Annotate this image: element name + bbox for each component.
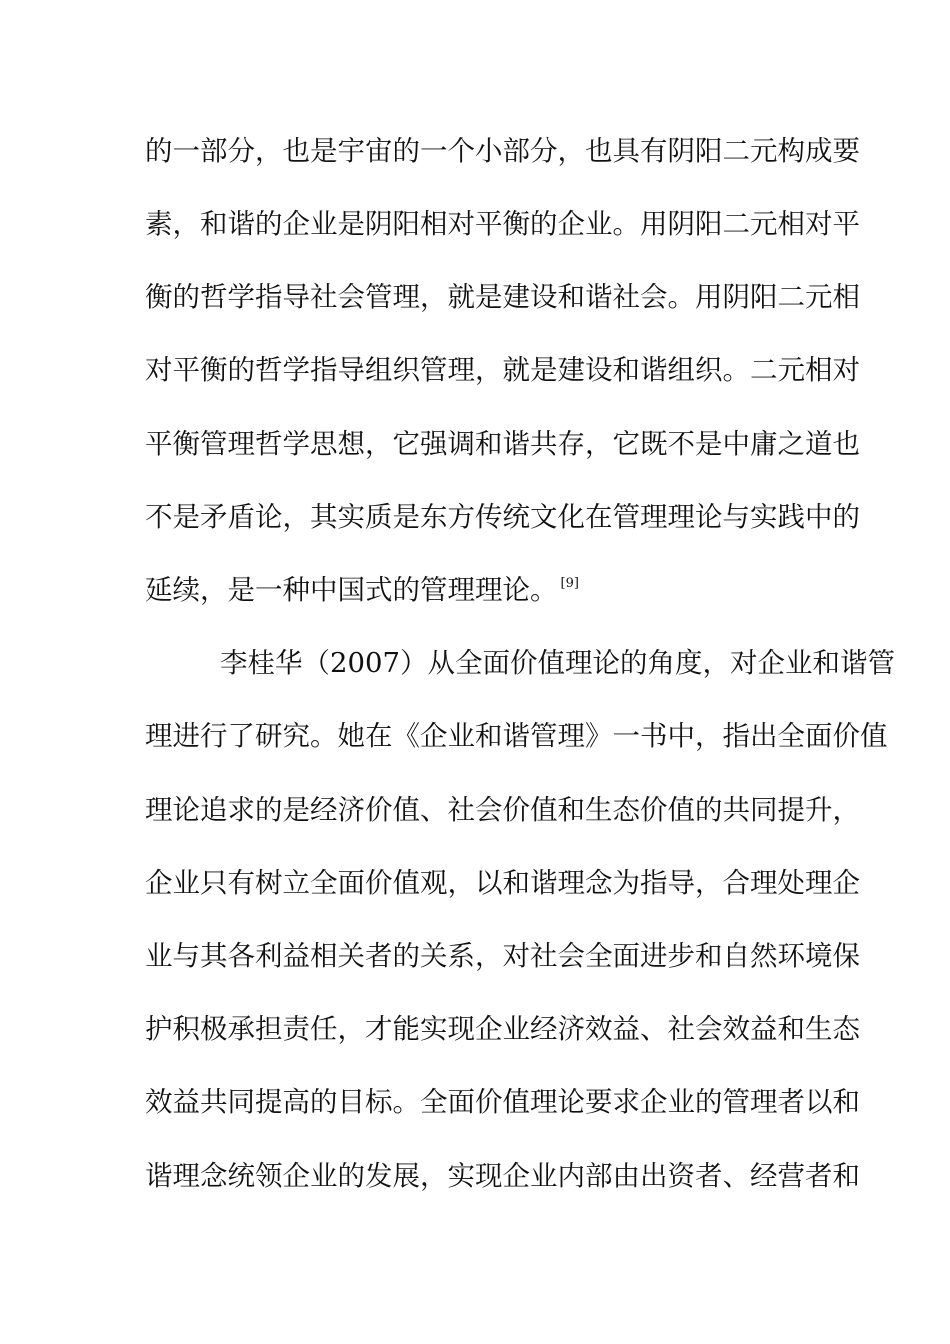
paragraph-1-line-2: 素，和谐的企业是阴阳相对平衡的企业。用阴阳二元相对平: [145, 208, 860, 240]
paragraph-1-line-7-text: 延续，是一种中国式的管理理论。: [145, 574, 558, 606]
paragraph-1-line-6: 不是矛盾论，其实质是东方传统文化在管理理论与实践中的: [145, 501, 860, 533]
paragraph-2-line-5: 业与其各利益相关者的关系，对社会全面进步和自然环境保: [145, 940, 860, 972]
paragraph-2-line-6: 护积极承担责任，才能实现企业经济效益、社会效益和生态: [145, 1013, 860, 1045]
paragraph-1-line-5: 平衡管理哲学思想，它强调和谐共存，它既不是中庸之道也: [145, 428, 860, 460]
paragraph-1-line-1: 的一部分，也是宇宙的一个小部分，也具有阴阳二元构成要: [145, 135, 860, 167]
paragraph-2-line-7: 效益共同提高的目标。全面价值理论要求企业的管理者以和: [145, 1086, 860, 1118]
paragraph-2-line-8: 谐理念统领企业的发展，实现企业内部由出资者、经营者和: [145, 1160, 860, 1192]
paragraph-1-line-4: 对平衡的哲学指导组织管理，就是建设和谐组织。二元相对: [145, 354, 860, 386]
paragraph-1-line-7: [145, 570, 807, 610]
paragraph-2-line-3: 理论追求的是经济价值、社会价值和生态价值的共同提升，: [145, 794, 860, 826]
paragraph-2-line-4: 企业只有树立全面价值观，以和谐理念为指导，合理处理企: [145, 867, 860, 899]
citation-marker: [9]: [560, 576, 579, 591]
paragraph-1-line-3: 衡的哲学指导社会管理，就是建设和谐社会。用阴阳二元相: [145, 281, 860, 313]
paragraph-2-line-2: 理进行了研究。她在《企业和谐管理》一书中，指出全面价值: [145, 720, 888, 752]
paragraph-2-line-1: 李桂华（2007）从全面价值理论的角度，对企业和谐管: [220, 647, 895, 679]
